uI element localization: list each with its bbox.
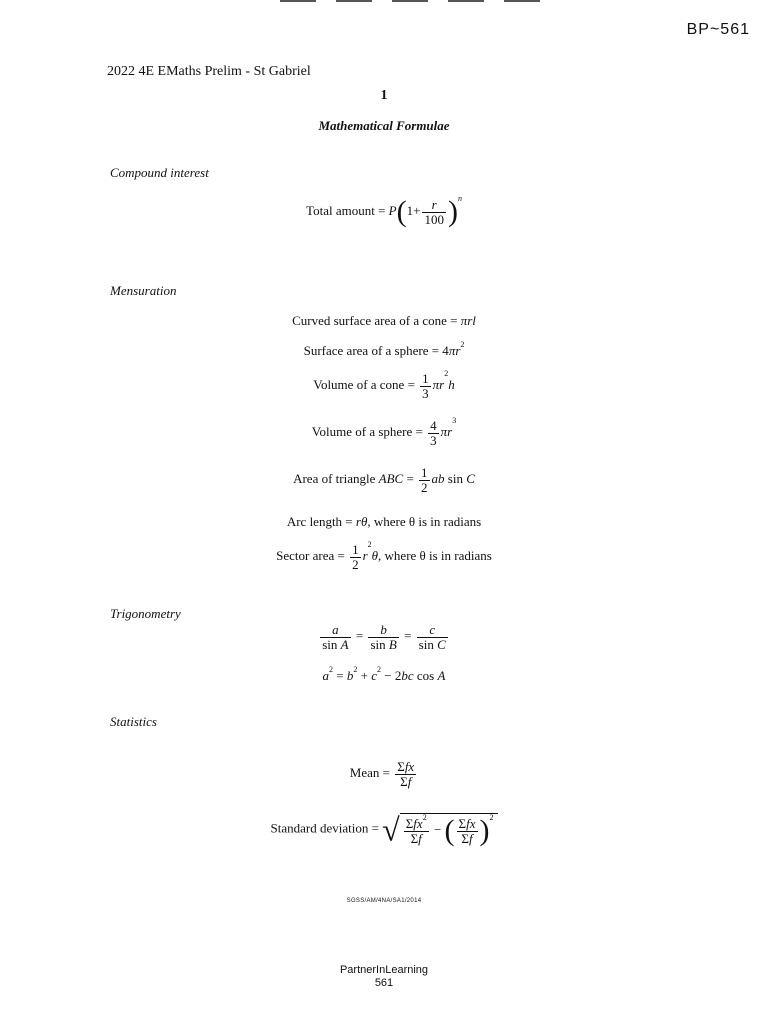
section-mensuration: Mensuration xyxy=(110,283,177,298)
formula-triangle-area: Area of triangle ABC = $\frac{1}{2}$ ab sin C xyxy=(293,465,475,495)
page-heading: Mathematical Formulae xyxy=(318,118,450,133)
page-number: 1 xyxy=(380,88,388,103)
formula-sphere-volume: Volume of a sphere = $\frac{4}{3}$ $\pi r^3$ xyxy=(311,416,457,448)
section-compound-interest: Compound interest xyxy=(110,165,209,180)
reference-code: SGSS/AM/4NA/SA1/2014 xyxy=(346,898,422,904)
formula-sphere-surface-area: Surface area of a sphere = $4\pi r^2$ xyxy=(303,340,465,358)
formula-cosine-rule: $a^2 = b^2 + c^2 - 2bc$ cos A xyxy=(322,665,446,683)
arc-radians-note: , where θ is in radians xyxy=(367,514,482,529)
total-amount-label: Total amount = xyxy=(306,202,386,218)
footer-page-number: 561 xyxy=(374,977,394,989)
formula-compound-interest: Total amount = P(1+ $\frac{r}{100}$ )$^n$ xyxy=(306,194,462,228)
section-statistics: Statistics xyxy=(110,714,157,729)
sector-radians-note: , where θ is in radians xyxy=(378,548,492,564)
arc-length-label: Arc length = xyxy=(286,514,356,529)
mean-label: Mean = xyxy=(349,765,390,781)
exam-title: 2022 4E EMaths Prelim - St Gabriel xyxy=(107,64,311,79)
sd-label: Standard deviation = xyxy=(270,820,379,836)
formula-sector-area: Sector area = $\frac{1}{2}$ $r^2\theta$, where θ is in radians xyxy=(276,540,492,572)
sphere-volume-label: Volume of a sphere = xyxy=(311,424,423,440)
formula-standard-deviation: Standard deviation = √ $\frac{\Sigma fx^2}{\Sigma f}$ − ( $\frac{\text{Σfx}}{\Sigma f}$ )$^2$ xyxy=(0,813,768,846)
top-scan-marks xyxy=(280,0,590,4)
formula-sine-rule: $\frac{a}{\text{sin A}}$ = $\frac{b}{\text{sin B}}$ = $\frac{c}{\text{sin C}}$ xyxy=(322,622,446,652)
cone-curved-area-label: Curved surface area of a cone = xyxy=(292,313,461,328)
sector-area-label: Sector area = xyxy=(276,548,345,564)
sphere-surface-area-label: Surface area of a sphere = 4 xyxy=(303,343,449,358)
cone-volume-label: Volume of a cone = xyxy=(313,377,415,393)
formula-cone-volume: Volume of a cone = $\frac{1}{3}$ $\pi r^2h$ xyxy=(313,369,455,401)
formula-mean: Mean = $\frac{\text{Σfx}}{\Sigma f}$ xyxy=(349,759,415,789)
section-trigonometry: Trigonometry xyxy=(110,606,181,621)
formula-arc-length: Arc length = rθ, where θ is in radians xyxy=(286,514,482,529)
formula-cone-curved-area: Curved surface area of a cone = πrl xyxy=(292,313,476,328)
triangle-area-label: Area of triangle xyxy=(293,471,376,487)
footer-brand: PartnerInLearning xyxy=(339,964,429,976)
page-code: BP~561 xyxy=(686,21,750,38)
